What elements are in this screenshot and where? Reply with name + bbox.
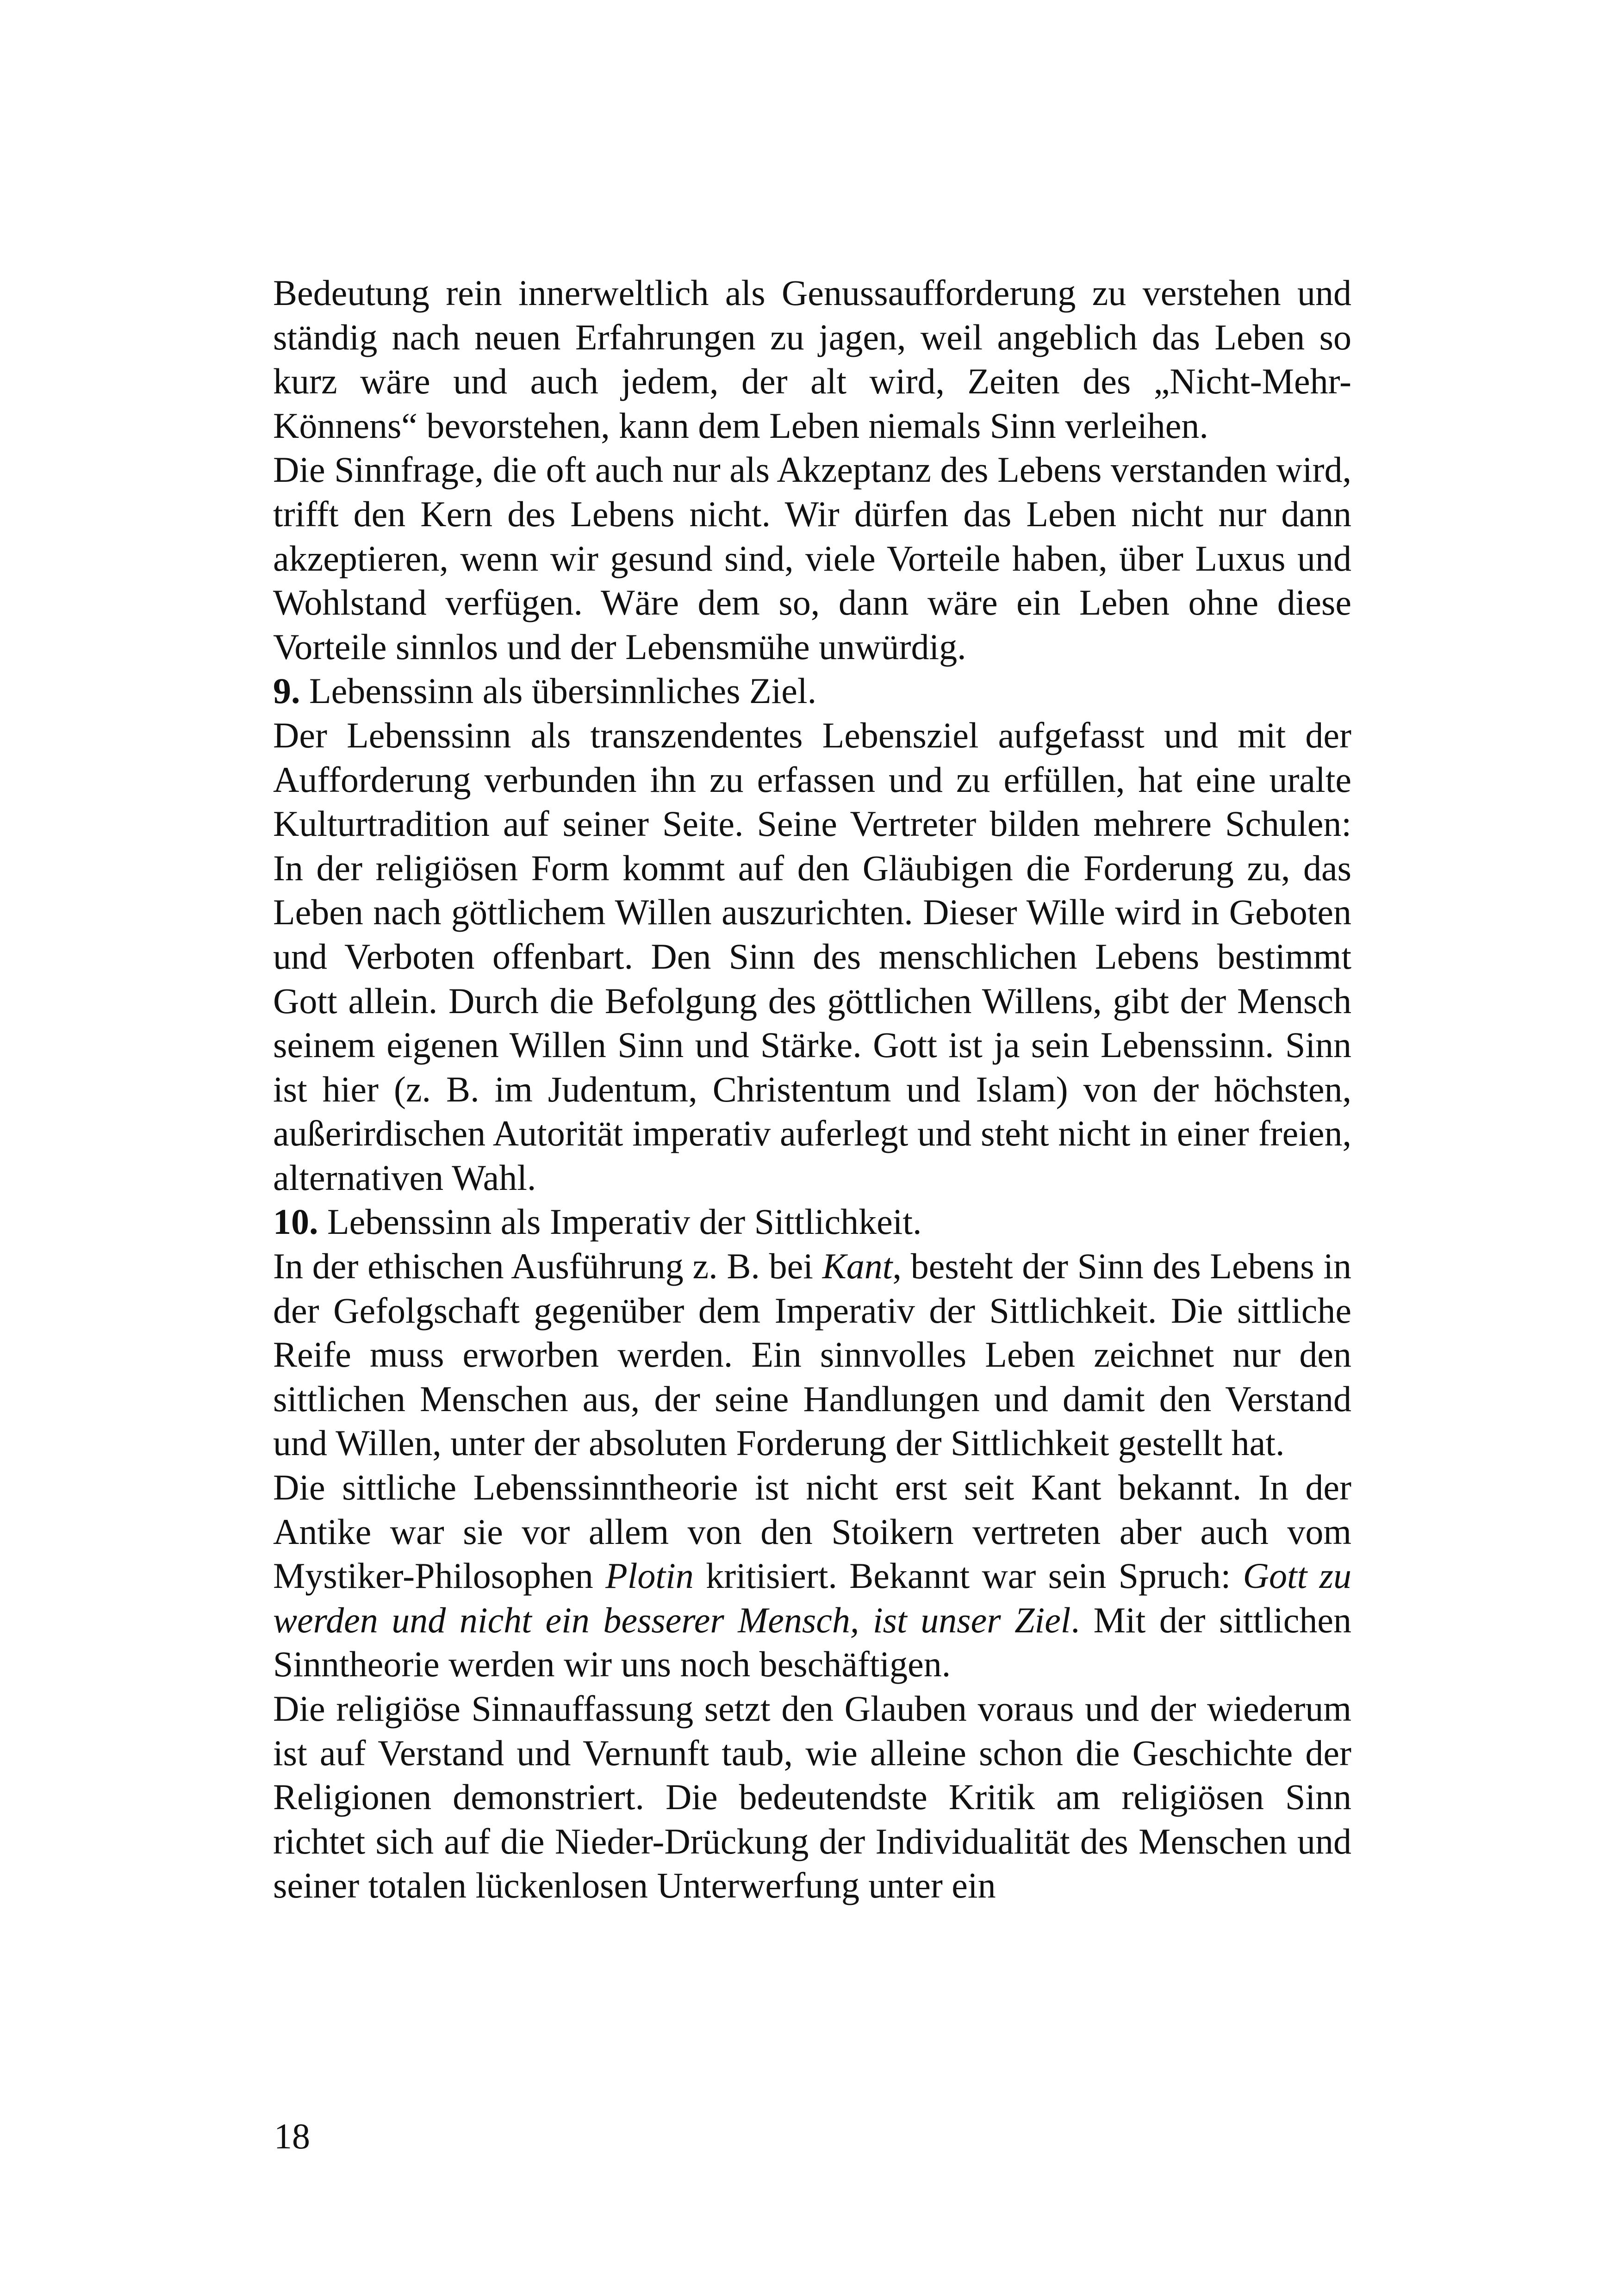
paragraph-text: Die sittliche Lebenssinntheorie ist nicht erst seit Kant bekannt. In der Antike war sie vor allem von den Stoikern vertreten aber auch vom Mystiker-Philosophen: [273, 1467, 1351, 1596]
section-number: 9.: [273, 671, 300, 711]
paragraph: Die religiöse Sinnauffassung setzt den Glauben voraus und der wiederum ist auf Verstand und Vernunft taub, wie alleine schon die Geschichte der Religionen demonstriert. Die bedeutendste Kritik am religiösen Sinn richtet sich auf die Nieder-Drückung der Individualität des Menschen und seiner totalen lückenlosen Unterwerfung unter ein: [273, 1688, 1351, 1906]
name-plotin: Plotin: [605, 1556, 694, 1596]
name-kant: Kant: [822, 1246, 893, 1287]
section-heading-10: [273, 1200, 1351, 1244]
paragraph: Bedeutung rein innerweltlich als Genussaufforderung zu verstehen und ständig nach neuen Erfahrungen zu jagen, weil angeblich das Leben so kurz wäre und auch jedem, der alt wird, Zeiten des „Nicht-Mehr-Könnens“ bevorstehen, kann dem Leben niemals Sinn verleihen.: [273, 273, 1351, 446]
paragraph: Die Sinnfrage, die oft auch nur als Akzeptanz des Lebens verstanden wird, trifft den Kern des Lebens nicht. Wir dürfen das Leben nicht nur dann akzeptieren, wenn wir gesund sind, viele Vorteile haben, über Luxus und Wohlstand verfügen. Wäre dem so, dann wäre ein Leben ohne diese Vorteile sinnlos und der Lebensmühe unwürdig.: [273, 449, 1351, 667]
quote: Gott zu werden und nicht ein besserer Mensch, ist unser Ziel: [273, 1556, 1351, 1640]
paragraph-text: kritisiert. Bekannt war sein Spruch:: [693, 1556, 1243, 1596]
body-text: [273, 271, 1351, 1908]
paragraph: Der Lebenssinn als transzendentes Lebensziel aufgefasst und mit der Aufforderung verbunden ihn zu erfassen und zu erfüllen, hat eine uralte Kulturtradition auf seiner Seite. Seine Vertreter bilden mehrere Schulen: In der religiösen Form kommt auf den Gläubigen die Forderung zu, das Leben nach göttlichem Willen auszurichten. Dieser Wille wird in Geboten und Verboten offenbart. Den Sinn des menschlichen Lebens bestimmt Gott allein. Durch die Befolgung des göttlichen Willens, gibt der Mensch seinem eigenen Willen Sinn und Stärke. Gott ist ja sein Lebenssinn. Sinn ist hier (z. B. im Judentum, Christentum und Islam) von der höchsten, außerirdischen Autorität imperativ auferlegt und steht nicht in einer freien, alternativen Wahl.: [273, 715, 1351, 1198]
paragraph: [273, 1465, 1351, 1686]
page-number: 18: [274, 2116, 310, 2156]
section-number: 10.: [273, 1201, 318, 1242]
section-title: Lebenssinn als Imperativ der Sittlichkeit.: [318, 1201, 922, 1242]
paragraph-text: , besteht der Sinn des Lebens in der Gefolgschaft gegenüber dem Imperativ der Sittlichkeit. Die sittliche Reife muss erworben werden. Ein sinnvolles Leben zeichnet nur den sittlichen Menschen aus, der seine Handlungen und damit den Verstand und Willen, unter der absoluten Forderung der Sittlichkeit gestellt hat.: [273, 1246, 1351, 1463]
section-title: Lebenssinn als übersinnliches Ziel.: [300, 671, 817, 711]
paragraph-text: In der ethischen Ausführung z. B. bei: [273, 1246, 822, 1287]
section-heading-9: [273, 669, 1351, 713]
paragraph-text: . Mit der sittlichen Sinntheorie werden wir uns noch beschäftigen.: [273, 1599, 1351, 1685]
paragraph: [273, 1244, 1351, 1465]
